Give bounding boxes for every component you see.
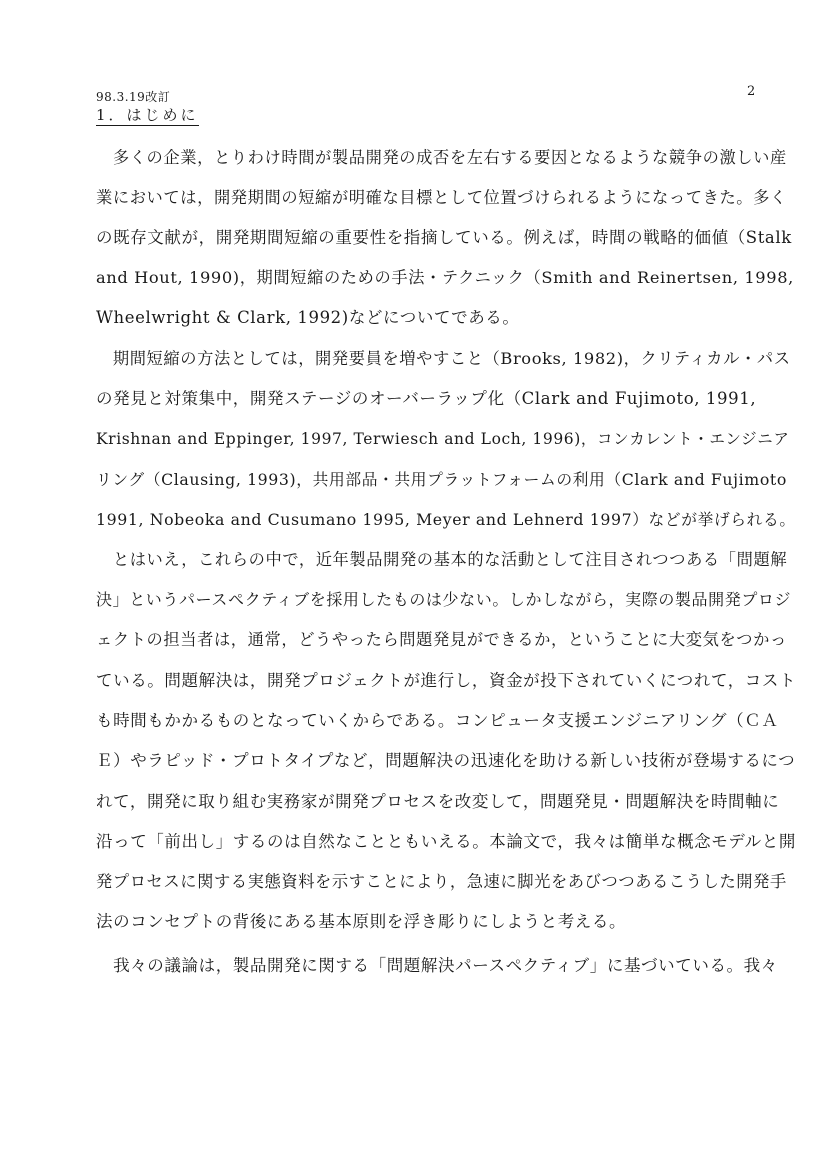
body-line: 1991, Nobeoka and Cusumano 1995, Meyer and Lehnerd 1997）などが挙げられる。 [96, 510, 796, 529]
body-line: 期間短縮の方法としては，開発要員を増やすこと（Brooks, 1982)，クリティカル・パス [96, 349, 791, 368]
body-line: の既存文献が，開発期間短縮の重要性を指摘している。例えば，時間の戦略的価値（Stalk [96, 228, 792, 247]
body-line: Krishnan and Eppinger, 1997, Terwiesch and Loch, 1996)，コンカレント・エンジニア [96, 430, 790, 448]
body-line: and Hout, 1990)，期間短縮のための手法・テクニック（Smith and Reinertsen, 1998, [96, 268, 794, 287]
body-line: 決」というパースペクティブを採用したものは少ない。しかしながら，実際の製品開発プロジ [96, 590, 792, 609]
body-line: 沿って「前出し」するのは自然なことともいえる。本論文で，我々は簡単な概念モデルと開 [96, 832, 796, 851]
body-line: ェクトの担当者は，通常，どうやったら問題発見ができるか，ということに大変気をつかっ [96, 630, 787, 649]
body-line: 多くの企業，とりわけ時間が製品開発の成否を左右する要因となるような競争の激しい産 [96, 148, 787, 167]
body-line: の発見と対策集中，開発ステージのオーバーラップ化（Clark and Fujimoto, 1991, [96, 389, 757, 408]
section-heading: 1．はじめに [96, 106, 199, 124]
body-line: れて，開発に取り組む実務家が開発プロセスを改変して，問題発見・問題解決を時間軸に [96, 792, 780, 811]
page-number: 2 [747, 84, 756, 99]
body-line: Ｅ）やラピッド・プロトタイプなど，問題解決の迅速化を助ける新しい技術が登場するにつ [96, 751, 796, 770]
body-line: ている。問題解決は，開発プロジェクトが進行し，資金が投下されていくにつれて，コスト [96, 671, 797, 690]
body-line: 法のコンセプトの背後にある基本原則を浮き彫りにしようと考える。 [96, 912, 627, 931]
body-line: とはいえ，これらの中で，近年製品開発の基本的な活動として注目されつつある「問題解 [96, 550, 788, 569]
body-line: 我々の議論は，製品開発に関する「問題解決パースペクティブ」に基づいている。我々 [96, 956, 778, 975]
body-line: 発プロセスに関する実態資料を示すことにより，急速に脚光をあびつつあるこうした開発手 [96, 872, 787, 891]
body-line: Wheelwright & Clark, 1992)などについてである。 [96, 308, 520, 327]
body-line: リング（Clausing, 1993)，共用部品・共用プラットフォームの利用（Clark and Fujimoto [96, 470, 787, 489]
revision-date: 98.3.19改訂 [96, 90, 171, 104]
body-line: も時間もかかるものとなっていくからである。コンピュータ支援エンジニアリング（ＣＡ [96, 711, 779, 730]
body-line: 業においては，開発期間の短縮が明確な目標として位置づけられるようになってきた。多く [96, 188, 787, 207]
